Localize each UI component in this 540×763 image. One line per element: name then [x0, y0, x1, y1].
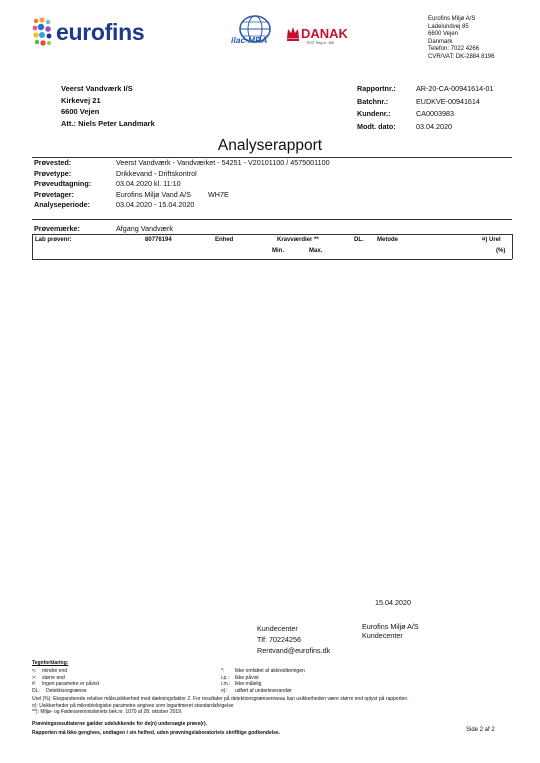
- provetype-label: Prøvetype:: [34, 168, 72, 178]
- provemaerke-value: Afgang Vandværk: [116, 224, 174, 233]
- provetager-label: Prøvetager:: [34, 189, 74, 199]
- legend-l4-sym: DL:: [32, 687, 40, 694]
- page-number: Side 2 af 2: [466, 727, 495, 733]
- batchnr-label: Batchnr.:: [357, 96, 389, 106]
- modt-label: Modt. dato:: [357, 121, 396, 131]
- company-address: [428, 16, 494, 61]
- customer-city: 6600 Vejen: [61, 107, 100, 116]
- legend-l1-text: mindre end: [42, 668, 68, 674]
- sample-labels: [34, 158, 91, 211]
- legend-l4-text: Detektionsgrænse: [46, 687, 87, 694]
- tlf: Tlf: 70224256: [257, 635, 301, 644]
- legend-left: [32, 668, 99, 694]
- danak-crown-icon: [286, 24, 300, 42]
- kundenr-label: Kundenr.:: [357, 109, 391, 118]
- legend-r3-text: Ikke målelig: [235, 681, 262, 687]
- legend-r2-sym: i.p.:: [221, 674, 230, 681]
- legend-title: Tegnforklaring:: [32, 660, 69, 666]
- udtagning-value: 03.04.2020 kl. 11:10: [116, 179, 181, 188]
- dl-header: DL.: [354, 237, 364, 243]
- eurofins-dots-icon: [32, 16, 54, 50]
- signoff-company: Eurofins Miljø A/S: [362, 622, 419, 631]
- periode-label: Analyseperiode:: [34, 200, 90, 209]
- legend-note-bek: **): Miljø- og Fødevareministeriets bek.nr. 1070 af 28. oktober 2019.: [32, 709, 183, 715]
- customer-street: Kirkevej 21: [61, 95, 101, 105]
- krav-header: Kravværdier **: [277, 237, 319, 243]
- lab-value: 80776194: [145, 237, 172, 243]
- legend-note-urel: Urel (%): Ekspanderede relative måleusikkerhed med dækningsfaktor 2. For resultater på detektionsgrænseniveau kan usikkerheden være større end oplyst på rapporten.: [32, 696, 409, 702]
- lab-label: Lab prøvenr:: [35, 237, 72, 243]
- min-header: Min.: [272, 248, 284, 254]
- customer-address: [61, 83, 155, 129]
- customer-att: Att.: Niels Peter Landmark: [61, 118, 155, 128]
- urel-unit: (%): [496, 248, 506, 254]
- table-right-border: [512, 234, 513, 259]
- provested-value: Veerst Vandværk - Vandværket - 54251 - V20101100 / 4575001100: [116, 158, 330, 167]
- legend-notes: [32, 696, 502, 716]
- danak-label: DANAK: [301, 26, 348, 41]
- page-title: Analyserapport: [217, 137, 323, 154]
- sample-values: [116, 158, 330, 211]
- eurofins-logo-text: eurofins: [56, 19, 145, 45]
- provetype-value: Drikkevand - Driftskontrol: [116, 168, 197, 178]
- table-top-border: [32, 234, 512, 235]
- report-info-values: [416, 83, 494, 133]
- table-left-border: [32, 234, 33, 259]
- signoff-right: [362, 623, 419, 640]
- email: Rentvand@eurofins.dk: [257, 646, 331, 655]
- danak-sub: TEST Reg.nr. 168: [306, 41, 334, 45]
- signoff-left: [257, 623, 330, 656]
- gengivelse-note: Rapporten må ikke gengives, undtagen i sin helhed, uden prøvningslaboratoriets skriftlige godkendelse.: [32, 729, 281, 736]
- modt-value: 03.04.2020: [416, 121, 452, 131]
- urel-header: ¤) Urel: [482, 237, 501, 243]
- legend-right: [221, 668, 305, 694]
- legend-provning: [32, 720, 280, 737]
- metode-header: Metode: [377, 237, 398, 243]
- danak-logo: [286, 22, 366, 52]
- legend-r1-text: Ikke omfattet af akkrediteringen: [235, 668, 305, 674]
- udtagning-label: Prøveudtagning:: [34, 179, 92, 188]
- company-cvr: CVR/VAT: DK-2884 8196: [428, 53, 495, 60]
- batchnr-value: EUDKVE-00941614: [416, 96, 480, 106]
- company-city: 6600 Vejen: [428, 31, 459, 37]
- table-bottom-border: [32, 259, 512, 260]
- rapportnr-value: AR-20-CA-00941614-01: [416, 84, 494, 93]
- max-header: Max.: [309, 248, 323, 254]
- provning-note: Prøvningsresultaterne gælder udelukkende for de(n) undersøgte prøve(r).: [32, 721, 208, 727]
- kundecenter-right: Kundecenter: [362, 630, 403, 640]
- enhed-header: Enhed: [215, 237, 234, 243]
- legend-r1-sym: *:: [221, 668, 225, 674]
- kundecenter-left: Kundecenter: [257, 624, 298, 633]
- provetager-code: WH7E: [208, 189, 229, 199]
- company-phone: Telefon: 7022 4266: [428, 46, 480, 52]
- legend-r3-sym: i.m.:: [221, 681, 231, 687]
- sample-divider: [32, 219, 512, 220]
- customer-name: Veerst Vandværk I/S: [61, 84, 133, 93]
- legend-note-micro: ¤): Usikkerheder på mikrobiologiske parametre angives som logaritmeret standardafvigelse: [32, 702, 234, 709]
- legend-l3-sym: #:: [32, 681, 37, 687]
- provested-label: Prøvested:: [34, 158, 72, 167]
- provemaerke-label: Prøvemærke:: [34, 224, 80, 233]
- legend-l1-sym: <:: [32, 668, 37, 674]
- ilac-mra-logo: [229, 14, 281, 50]
- company-street: Ladelundvej 85: [428, 23, 469, 30]
- company-name: Eurofins Miljø A/S: [428, 16, 476, 22]
- legend-r4-text: udført af underleverandør: [235, 687, 292, 694]
- company-country: Danmark: [428, 38, 453, 45]
- legend-l2-sym: >:: [32, 674, 37, 681]
- ilac-label: ilac-MRA: [231, 35, 268, 45]
- periode-value: 03.04.2020 - 15.04.2020: [116, 200, 195, 209]
- legend-l2-text: større end: [42, 674, 65, 681]
- rapportnr-label: Rapportnr.:: [357, 84, 396, 93]
- legend-r4-sym: ¤):: [221, 687, 227, 694]
- kundenr-value: CA0003983: [416, 109, 454, 118]
- legend-l3-text: Ingen parametre er påvist: [42, 681, 99, 687]
- report-info-labels: [357, 83, 396, 133]
- eurofins-logo: [32, 16, 157, 50]
- provetager-value: Eurofins Miljø Vand A/S: [116, 189, 191, 199]
- legend-r2-text: Ikke påvist: [235, 674, 259, 681]
- signoff-date: 15.04.2020: [375, 598, 411, 607]
